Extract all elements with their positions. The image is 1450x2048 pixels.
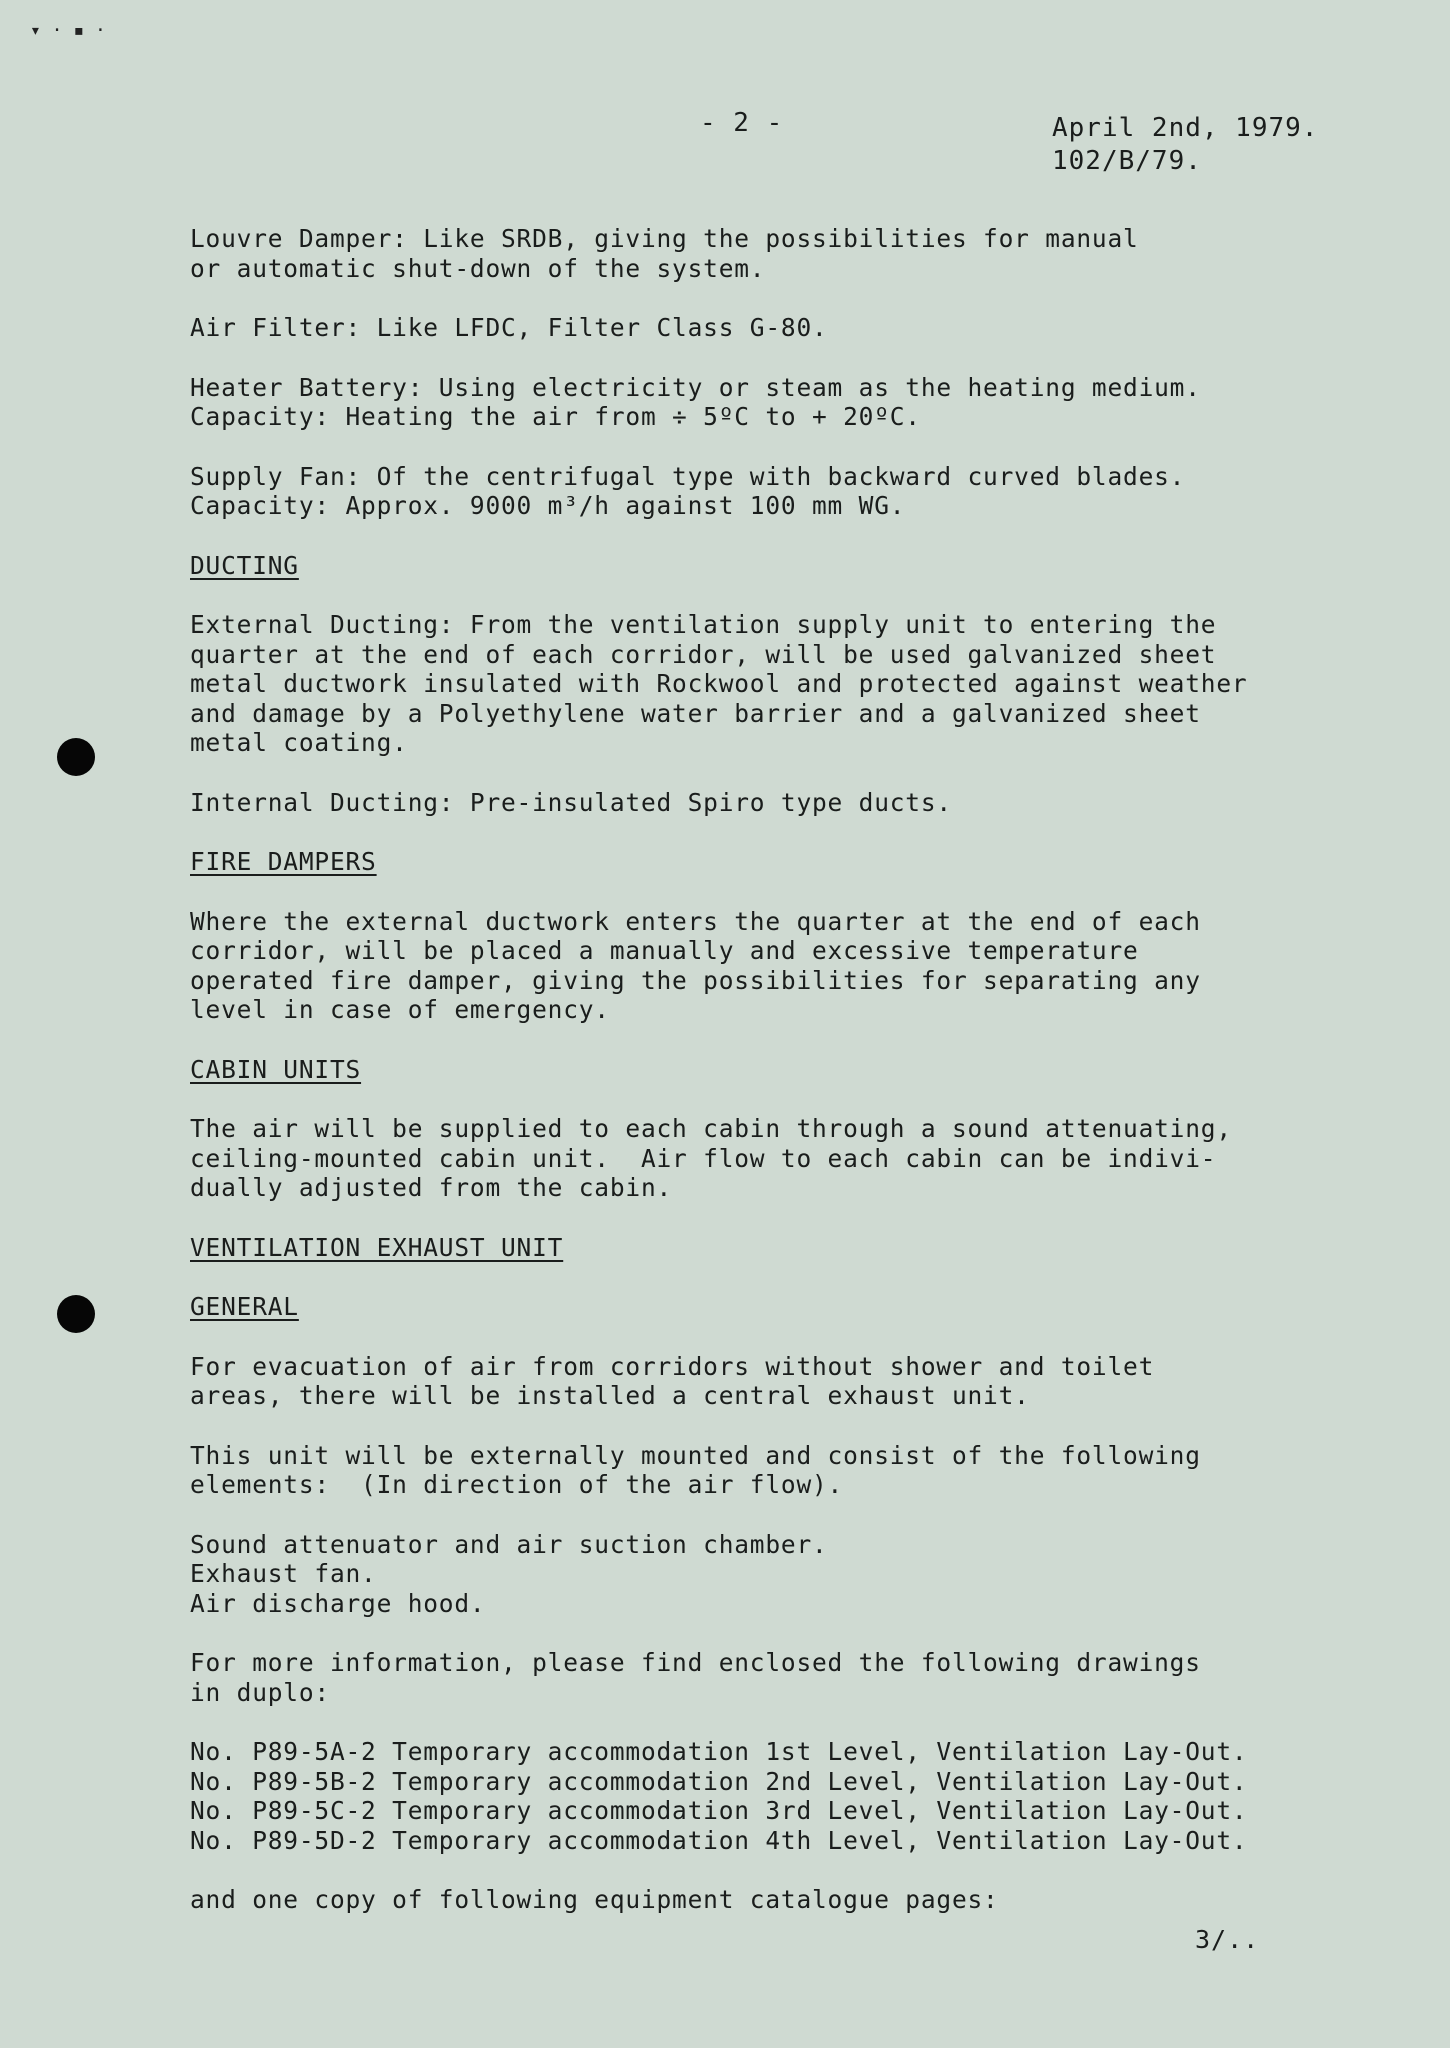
punch-hole <box>57 1295 95 1333</box>
heading-fire-dampers: FIRE DAMPERS <box>190 847 377 876</box>
supply-fan-paragraph: Supply Fan: Of the centrifugal type with backward curved blades. Capacity: Approx. 9000 m³/h against 100 mm WG. <box>190 461 1186 520</box>
heading-general: GENERAL <box>190 1292 299 1321</box>
cabin-units-paragraph: The air will be supplied to each cabin through a sound attenuating, ceiling-mounted cabin unit. Air flow to each cabin can be indivi- dually adjusted from the cabin. <box>190 1114 1232 1202</box>
heater-battery-paragraph: Heater Battery: Using electricity or steam as the heating medium. Capacity: Heating the air from ÷ 5ºC to + 20ºC. <box>190 372 1201 431</box>
corner-specks: ▾ · ▪ · <box>30 20 106 41</box>
date-block <box>1052 112 1318 178</box>
page-number: - 2 - <box>700 108 784 138</box>
heading-ventilation-exhaust-unit: VENTILATION EXHAUST UNIT <box>190 1232 564 1262</box>
heading-ducting: DUCTING <box>190 550 299 580</box>
drawings-list: No. P89-5A-2 Temporary accommodation 1st Level, Ventilation Lay-Out. No. P89-5B-2 Temporary accommodation 2nd Level, Ventilation Lay-Out. No. P89-5C-2 Temporary accommodation 3rd Level, Ventilation Lay-Out. No. P89-5D-2 Temporary accommodation 4th Level, Ventilation Lay-Out. <box>190 1737 1248 1855</box>
fire-dampers-paragraph: Where the external ductwork enters the quarter at the end of each corridor, will be placed a manually and excessive temperature operated fire damper, giving the possibilities for separating any level in case of emergency. <box>190 906 1201 1024</box>
internal-ducting-paragraph: Internal Ducting: Pre-insulated Spiro type ducts. <box>190 787 952 817</box>
external-ducting-paragraph: External Ducting: From the ventilation supply unit to entering the quarter at the end of each corridor, will be used galvanized sheet metal ductwork insulated with Rockwool and protected against weather and damage by a Polyethylene water barrier and a galvanized sheet metal coating. <box>190 610 1248 757</box>
document-reference: 102/B/79. <box>1052 146 1202 176</box>
air-filter-paragraph: Air Filter: Like LFDC, Filter Class G-80. <box>190 313 828 342</box>
general-paragraph: For evacuation of air from corridors without shower and toilet areas, there will be installed a central exhaust unit. <box>190 1351 1155 1410</box>
punch-hole <box>57 738 95 776</box>
catalogue-paragraph: and one copy of following equipment catalogue pages: <box>190 1885 999 1914</box>
louvre-damper-paragraph: Louvre Damper: Like SRDB, giving the possibilities for manual or automatic shut-down of the system. <box>190 224 1139 283</box>
externally-mounted-paragraph: This unit will be externally mounted and consist of the following elements: (In direction of the air flow). <box>190 1440 1201 1499</box>
more-information-paragraph: For more information, please find enclosed the following drawings in duplo: <box>190 1648 1201 1707</box>
document-body <box>190 224 1400 1915</box>
heading-cabin-units: CABIN UNITS <box>190 1054 362 1084</box>
continuation-reference: 3/.. <box>1195 1925 1260 1954</box>
document-date: April 2nd, 1979. <box>1052 113 1319 143</box>
exhaust-elements-list: Sound attenuator and air suction chamber. Exhaust fan. Air discharge hood. <box>190 1529 828 1618</box>
